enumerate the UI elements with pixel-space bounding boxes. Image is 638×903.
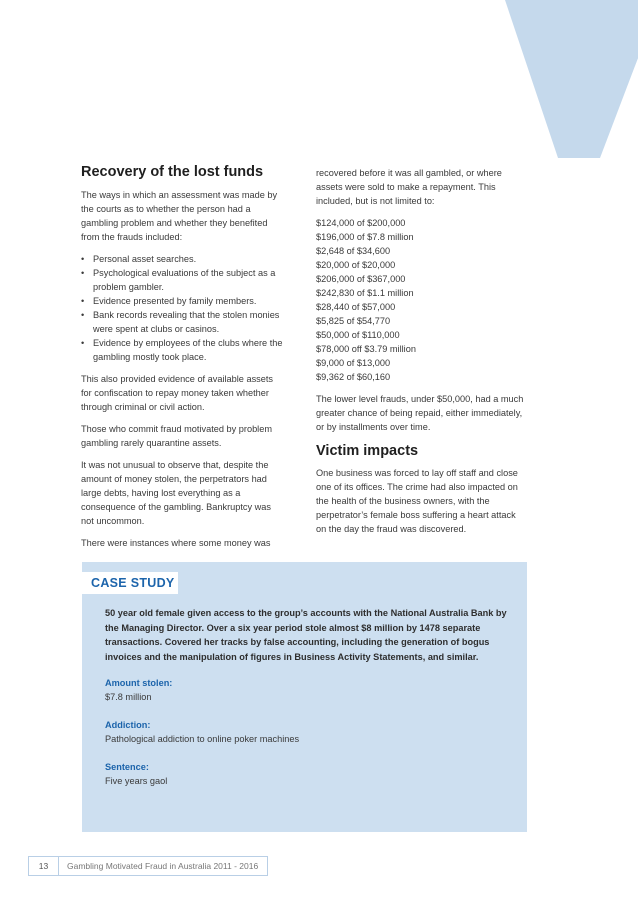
recovered-amounts-list [316, 216, 526, 384]
case-study-label-tab [82, 572, 178, 594]
bullet-item: • Personal asset searches. [81, 252, 286, 266]
section-heading-recovery: Recovery of the lost funds [81, 164, 264, 180]
bullet-item: • Evidence by employees of the clubs where the gambling mostly took place. [81, 336, 286, 364]
quarantine-paragraph: Those who commit fraud motivated by problem gambling rarely quarantine assets. [81, 424, 272, 448]
page-number: 13 [29, 857, 59, 875]
amount-item: $9,000 of $13,000 [316, 358, 391, 368]
v-shape-fill [546, 0, 638, 158]
case-study-summary: 50 year old female given access to the group’s accounts with the National Australia Bank by the Managing Director. Over a six year period stole almost $8 million by 1478 separate transactions. Covered her tracks by false accounting, including the generation of bogus invoices and the manipulation of figures in Business Activity Statements, and similar. [105, 608, 507, 662]
case-field-value: Pathological addiction to online poker machines [105, 734, 300, 744]
amount-item: $20,000 of $20,000 [316, 260, 396, 270]
case-study-label: CASE STUDY [91, 576, 175, 590]
victim-impacts-paragraph: One business was forced to lay off staff and close one of its offices. The crime had also impacted on the health of the business owners, with the perpetrator’s female boss suffering a heart attack on the day the fraud was discovered. [316, 468, 518, 534]
instances-paragraph: There were instances where some money was [81, 538, 271, 548]
case-field-amount-stolen [105, 676, 510, 704]
assets-paragraph: This also provided evidence of available assets for confiscation to repay money taken whether through criminal or civil action. [81, 374, 274, 412]
recovered-continuation-paragraph: recovered before it was all gambled, or where assets were sold to make a repayment. This included, but is not limited to: [316, 168, 502, 206]
bullet-item: • Evidence presented by family members. [81, 294, 286, 308]
section-heading-victim-impacts: Victim impacts [316, 443, 419, 459]
amount-item: $50,000 of $110,000 [316, 330, 400, 340]
amount-item: $28,440 of $57,000 [316, 302, 396, 312]
page-footer [28, 856, 268, 876]
evidence-bullet-list [81, 252, 286, 364]
case-field-value: $7.8 million [105, 692, 152, 702]
amount-item: $242,830 of $1.1 million [316, 288, 414, 298]
v-shape-right-stroke [578, 0, 638, 158]
case-field-sentence [105, 760, 510, 788]
amount-item: $124,000 of $200,000 [316, 218, 406, 228]
case-study-content [105, 606, 510, 802]
amount-item: $5,825 of $54,770 [316, 316, 391, 326]
case-field-label: Amount stolen: [105, 678, 173, 688]
footer-document-title: Gambling Motivated Fraud in Australia 2011 - 2016 [67, 861, 259, 871]
right-column [316, 166, 526, 544]
v-shape-left-stroke [505, 0, 590, 158]
case-field-label: Addiction: [105, 720, 151, 730]
amount-item: $78,000 off $3.79 million [316, 344, 416, 354]
case-field-label: Sentence: [105, 762, 149, 772]
debts-paragraph: It was not unusual to observe that, despite the amount of money stolen, the perpetrators had large debts, having lost everything as a consequence of the gambling. Bankruptcy was not uncommon. [81, 460, 271, 526]
bullet-item: • Psychological evaluations of the subject as a problem gambler. [81, 266, 286, 294]
lower-level-frauds-paragraph: The lower level frauds, under $50,000, had a much greater chance of being repaid, either immediately, or by installments over time. [316, 394, 524, 432]
amount-item: $2,648 of $34,600 [316, 246, 391, 256]
recovery-intro-paragraph: The ways in which an assessment was made by the courts as to whether the person had a gambling problem and whether they benefited from the frauds included: [81, 190, 278, 242]
amount-item: $206,000 of $367,000 [316, 274, 406, 284]
left-column [81, 163, 286, 558]
case-field-value: Five years gaol [105, 776, 168, 786]
amount-item: $196,000 of $7.8 million [316, 232, 414, 242]
case-field-addiction [105, 718, 510, 746]
amount-item: $9,362 of $60,160 [316, 372, 391, 382]
bullet-item: • Bank records revealing that the stolen monies were spent at clubs or casinos. [81, 308, 286, 336]
